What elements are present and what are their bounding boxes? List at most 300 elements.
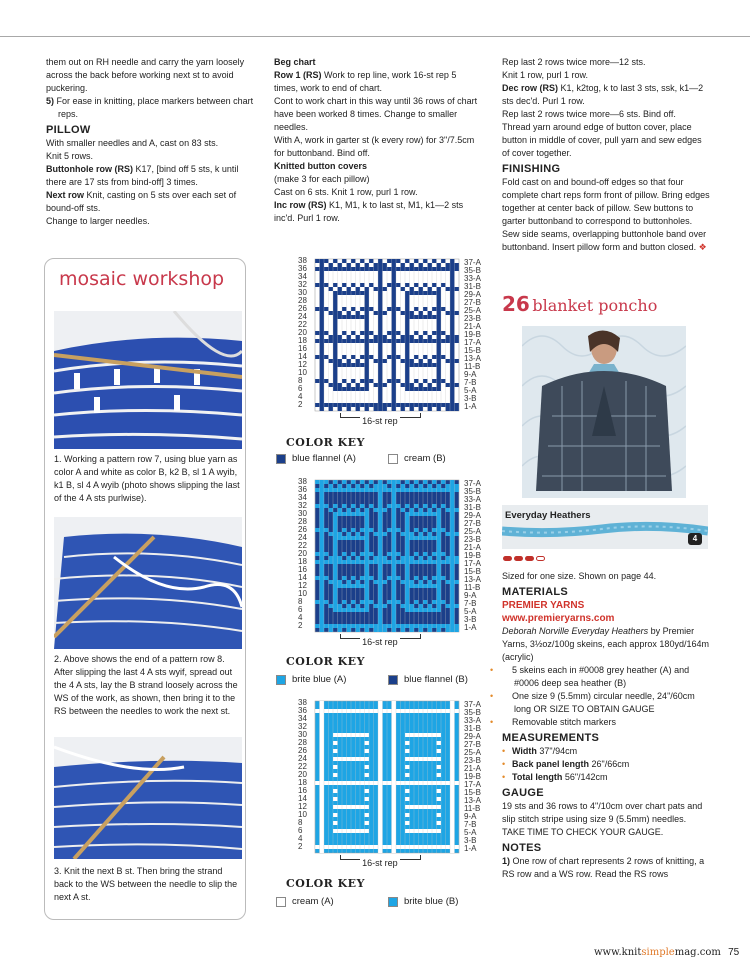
chart-cell	[446, 407, 451, 411]
chart-cell	[432, 624, 437, 628]
chart-cell	[401, 624, 406, 628]
chart-cell	[378, 604, 383, 608]
chart-cell	[450, 395, 455, 399]
chart-cell	[320, 825, 325, 829]
chart-cell	[450, 801, 455, 805]
chart-cell	[405, 335, 410, 339]
chart-cell	[450, 592, 455, 596]
chart-cell	[401, 267, 406, 271]
chart-cell	[365, 315, 370, 319]
chart-cell	[450, 399, 455, 403]
chart-row-label-right: 31-B	[464, 282, 481, 291]
chart-row-label-right: 33-A	[464, 495, 481, 504]
chart-cell	[315, 781, 320, 785]
chart-cell	[450, 793, 455, 797]
chart-cell	[378, 500, 383, 504]
chart-cell	[392, 520, 397, 524]
chart-cell	[342, 552, 347, 556]
chart-cell	[437, 291, 442, 295]
chart-cell	[365, 295, 370, 299]
chart-cell	[392, 608, 397, 612]
chart-cell	[405, 556, 410, 560]
chart-cell	[320, 375, 325, 379]
chart-cell	[347, 407, 352, 411]
chart-cell	[378, 797, 383, 801]
chart-cell	[392, 371, 397, 375]
chart-cell	[378, 295, 383, 299]
chart-cell	[450, 391, 455, 395]
chart-cell	[347, 508, 352, 512]
measurement	[502, 771, 710, 784]
chart-cell	[360, 480, 365, 484]
chart-cell	[450, 331, 455, 335]
chart-cell	[378, 572, 383, 576]
materials-bullet	[490, 716, 710, 729]
chart-row-label-left: 38	[298, 256, 307, 265]
chart-cell	[378, 287, 383, 291]
paragraph: Change to larger needles.	[46, 216, 150, 226]
chart-cell	[392, 745, 397, 749]
chart-cell	[419, 267, 424, 271]
chart-cell	[410, 291, 415, 295]
chart-cell	[365, 355, 370, 359]
chart-cell	[446, 263, 451, 267]
chart-cell	[428, 508, 433, 512]
chart-cell	[428, 512, 433, 516]
chart-cell	[432, 584, 437, 588]
chart-cell	[392, 705, 397, 709]
chart-row-label-right: 17-A	[464, 559, 481, 568]
chart-cell	[347, 488, 352, 492]
chart-cell	[401, 488, 406, 492]
chart-cell	[437, 387, 442, 391]
chart-cell	[329, 556, 334, 560]
chart-cell	[365, 363, 370, 367]
chart-cell	[437, 347, 442, 351]
chart-cell	[401, 580, 406, 584]
chart-cell	[414, 379, 419, 383]
row-label: Inc row (RS)	[274, 200, 327, 210]
chart-row-label-right: 27-B	[464, 740, 481, 749]
chart-cell	[405, 584, 410, 588]
chart-cell	[333, 580, 338, 584]
chart-cell	[320, 572, 325, 576]
chart-cell	[450, 572, 455, 576]
chart-cell	[365, 267, 370, 271]
chart-cell	[392, 331, 397, 335]
chart-cell	[405, 781, 410, 785]
chart-cell	[333, 572, 338, 576]
chart-cell	[414, 829, 419, 833]
chart-cell	[329, 845, 334, 849]
chart-cell	[365, 572, 370, 576]
color-key-label: cream (A)	[292, 896, 334, 907]
chart-cell	[360, 488, 365, 492]
chart-cell	[428, 781, 433, 785]
chart-cell	[374, 267, 379, 271]
row-label: Row 1 (RS)	[274, 70, 322, 80]
chart-cell	[329, 335, 334, 339]
chart-cell	[329, 580, 334, 584]
chart-cell	[360, 552, 365, 556]
chart-cell	[387, 259, 392, 263]
chart-cell	[441, 331, 446, 335]
chart-row-label-right: 35-B	[464, 487, 481, 496]
chart-cell	[405, 749, 410, 753]
chart-cell	[356, 532, 361, 536]
chart-cell	[419, 628, 424, 632]
chart-cell	[450, 777, 455, 781]
chart-cell	[320, 363, 325, 367]
chart-cell	[405, 355, 410, 359]
chart-cell	[410, 407, 415, 411]
chart-cell	[419, 335, 424, 339]
chart-cell	[446, 628, 451, 632]
chart-cell	[437, 773, 442, 777]
chart-cell	[347, 628, 352, 632]
chart-cell	[347, 781, 352, 785]
rep-label: 16-st rep	[362, 858, 398, 868]
chart-cell	[369, 624, 374, 628]
chart-cell	[383, 335, 388, 339]
chart-cell	[392, 351, 397, 355]
chart-cell	[320, 829, 325, 833]
chart-cell	[392, 387, 397, 391]
beg-chart-heading: Beg chart	[274, 57, 316, 67]
chart-cell	[437, 267, 442, 271]
chart-cell	[455, 335, 460, 339]
chart-cell	[405, 596, 410, 600]
chart-cell	[383, 624, 388, 628]
chart-row-label-right: 3-B	[464, 394, 477, 403]
chart-row-label-right: 5-A	[464, 607, 477, 616]
chart-row-label-left: 10	[298, 368, 307, 377]
chart-cell	[450, 496, 455, 500]
chart-cell	[333, 403, 338, 407]
chart-cell	[320, 311, 325, 315]
chart-cell	[320, 749, 325, 753]
chart-row-label-right: 9-A	[464, 812, 477, 821]
chart-cell	[333, 568, 338, 572]
chart-row-label-left: 20	[298, 328, 307, 337]
column-1	[46, 56, 254, 228]
chart-cell	[338, 733, 343, 737]
chart-cell	[333, 797, 338, 801]
chart-cell	[365, 488, 370, 492]
chart-cell	[396, 600, 401, 604]
chart-cell	[387, 552, 392, 556]
chart-cell	[419, 709, 424, 713]
chart-cell	[342, 403, 347, 407]
chart-cell	[414, 584, 419, 588]
chart-cell	[392, 512, 397, 516]
chart-cell	[428, 383, 433, 387]
chart-cell	[374, 263, 379, 267]
chart-cell	[414, 600, 419, 604]
chart-cell	[324, 504, 329, 508]
chart-cell	[392, 259, 397, 263]
chart-cell	[333, 331, 338, 335]
chart-cell	[342, 480, 347, 484]
chart-cell	[423, 733, 428, 737]
chart-cell	[320, 347, 325, 351]
chart-cell	[333, 383, 338, 387]
chart-cell	[383, 580, 388, 584]
chart-cell	[378, 713, 383, 717]
chart-cell	[378, 564, 383, 568]
chart-cell	[450, 564, 455, 568]
chart-cell	[333, 379, 338, 383]
row-text: K1, k2tog, k to last 3 sts, ssk, k1—2 sts dec'd. Purl 1 row.	[502, 83, 704, 106]
chart-cell	[378, 279, 383, 283]
chart-cell	[320, 592, 325, 596]
chart-cell	[351, 709, 356, 713]
chart-cell	[392, 628, 397, 632]
chart-cell	[419, 757, 424, 761]
chart-cell	[365, 524, 370, 528]
chart-cell	[338, 604, 343, 608]
chart-cell	[437, 564, 442, 568]
measurement-value: 56"/142cm	[562, 772, 608, 782]
chart-row-label-left: 12	[298, 581, 307, 590]
chart-cell	[396, 624, 401, 628]
chart-cell	[432, 315, 437, 319]
chart-cell	[324, 528, 329, 532]
chart-cell	[437, 488, 442, 492]
chart-cell	[414, 733, 419, 737]
paragraph: Rep last 2 rows twice more—12 sts.	[502, 57, 646, 67]
skill-dot-empty-icon	[536, 556, 545, 561]
chart-cell	[392, 765, 397, 769]
chart-cell	[365, 387, 370, 391]
chart-cell	[432, 283, 437, 287]
chart-cell	[437, 323, 442, 327]
chart-cell	[360, 339, 365, 343]
chart-cell	[446, 580, 451, 584]
row-text: Work to rep line, work 16-st rep 5 times, work to end of chart.	[274, 70, 457, 93]
chart-cell	[320, 709, 325, 713]
chart-cell	[450, 512, 455, 516]
chart-row-label-right: 21-A	[464, 543, 481, 552]
chart-cell	[320, 315, 325, 319]
chart-cell	[423, 552, 428, 556]
bullet-icon: •	[490, 691, 494, 701]
chart-cell	[405, 757, 410, 761]
chart-cell	[360, 331, 365, 335]
chart-cell	[450, 833, 455, 837]
chart-cell	[419, 624, 424, 628]
chart-cell	[378, 492, 383, 496]
chart-cell	[450, 805, 455, 809]
chart-cell	[405, 351, 410, 355]
chart-cell	[419, 363, 424, 367]
chart-cell	[419, 608, 424, 612]
chart-cell	[342, 805, 347, 809]
chart-cell	[455, 267, 460, 271]
chart-cell	[320, 600, 325, 604]
chart-cell	[320, 267, 325, 271]
chart-cell	[446, 383, 451, 387]
bullet-icon: •	[490, 717, 494, 727]
chart-cell	[365, 821, 370, 825]
chart-cell	[410, 287, 415, 291]
chart-cell	[405, 504, 410, 508]
chart-cell	[405, 343, 410, 347]
chart-cell	[378, 516, 383, 520]
chart-row-label-right: 25-A	[464, 748, 481, 757]
chart-row-label-right: 35-B	[464, 266, 481, 275]
chart-cell	[383, 488, 388, 492]
chart-cell	[320, 604, 325, 608]
chart-cell	[369, 600, 374, 604]
chart-cell	[365, 536, 370, 540]
chart-cell	[320, 568, 325, 572]
chart-cell	[392, 275, 397, 279]
chart-cell	[324, 845, 329, 849]
chart-cell	[315, 307, 320, 311]
chart-cell	[410, 532, 415, 536]
chart-cell	[351, 560, 356, 564]
yarn-description	[502, 625, 710, 664]
chart-cell	[378, 299, 383, 303]
chart-cell	[437, 335, 442, 339]
chart-cell	[320, 355, 325, 359]
color-key-title: COLOR KEY	[286, 436, 365, 449]
chart-row-label-left: 10	[298, 589, 307, 598]
chart-row-label-left: 34	[298, 714, 307, 723]
chart-cell	[392, 303, 397, 307]
skill-dot-icon	[514, 556, 523, 561]
site-part: mag.com	[674, 947, 721, 958]
chart-cell	[450, 347, 455, 351]
chart-cell	[383, 604, 388, 608]
chart-cell	[365, 757, 370, 761]
chart-cell	[392, 291, 397, 295]
chart-cell	[329, 359, 334, 363]
chart-cell	[450, 492, 455, 496]
chart-cell	[437, 407, 442, 411]
chart-cell	[396, 552, 401, 556]
chart-cell	[378, 347, 383, 351]
chart-cell	[405, 311, 410, 315]
chart-cell	[405, 564, 410, 568]
chart-cell	[455, 488, 460, 492]
chart-cell	[365, 813, 370, 817]
chart-cell	[401, 407, 406, 411]
chart-cell	[392, 584, 397, 588]
chart-cell	[450, 837, 455, 841]
measurement	[502, 758, 710, 771]
chart-cell	[360, 307, 365, 311]
chart-cell	[437, 295, 442, 299]
chart-cell	[423, 355, 428, 359]
chart-cell	[437, 540, 442, 544]
finishing-heading: FINISHING	[502, 163, 561, 175]
rep-label: 16-st rep	[362, 637, 398, 647]
chart-cell	[392, 379, 397, 383]
footer	[594, 946, 739, 959]
chart-cell	[378, 560, 383, 564]
chart-cell	[428, 733, 433, 737]
chart-cell	[405, 813, 410, 817]
chart-cell	[360, 805, 365, 809]
chart-cell	[378, 725, 383, 729]
chart-cell	[383, 628, 388, 632]
chart-cell	[450, 359, 455, 363]
chart-cell	[455, 263, 460, 267]
chart-cell	[333, 560, 338, 564]
chart-cell	[410, 508, 415, 512]
chart-cell	[369, 560, 374, 564]
workshop-photo-1	[54, 311, 242, 449]
chart-cell	[383, 287, 388, 291]
chart-cell	[378, 323, 383, 327]
chart-cell	[365, 520, 370, 524]
chart-cell	[351, 488, 356, 492]
chart-cell	[437, 343, 442, 347]
chart-cell	[432, 331, 437, 335]
chart-cell	[333, 829, 338, 833]
chart-cell	[437, 311, 442, 315]
chart-cell	[378, 745, 383, 749]
chart-cell	[414, 339, 419, 343]
chart-cell	[414, 512, 419, 516]
chart-cell	[392, 283, 397, 287]
chart-cell	[320, 805, 325, 809]
chart-row-label-left: 22	[298, 541, 307, 550]
chart-cell	[392, 528, 397, 532]
chart-cell	[392, 500, 397, 504]
chart-cell	[423, 560, 428, 564]
chart-cell	[365, 335, 370, 339]
chart-cell	[410, 488, 415, 492]
chart-cell	[365, 347, 370, 351]
chart-cell	[392, 263, 397, 267]
chart-cell	[423, 339, 428, 343]
brand-url[interactable]: www.premieryarns.com	[502, 613, 615, 624]
chart-cell	[347, 363, 352, 367]
chart-cell	[450, 267, 455, 271]
chart-cell	[432, 757, 437, 761]
chart-cell	[437, 749, 442, 753]
chart-cell	[437, 805, 442, 809]
chart-cell	[333, 524, 338, 528]
chart-cell	[333, 307, 338, 311]
chart-cell	[333, 355, 338, 359]
chart-cell	[387, 560, 392, 564]
chart-cell	[392, 307, 397, 311]
chart-cell	[324, 480, 329, 484]
chart-cell	[315, 560, 320, 564]
chart-cell	[405, 363, 410, 367]
chart-row-label-right: 17-A	[464, 338, 481, 347]
chart-cell	[392, 391, 397, 395]
chart-cell	[414, 307, 419, 311]
chart-cell	[365, 291, 370, 295]
chart-row-label-right: 19-B	[464, 551, 481, 560]
chart-cell	[437, 528, 442, 532]
chart-cell	[405, 488, 410, 492]
chart-cell	[392, 841, 397, 845]
chart-cell	[437, 516, 442, 520]
chart-cell	[360, 291, 365, 295]
chart-cell	[446, 403, 451, 407]
chart-row-label-left: 4	[298, 834, 303, 843]
chart-cell	[428, 556, 433, 560]
chart-cell	[333, 299, 338, 303]
gauge-heading: GAUGE	[502, 787, 544, 799]
chart-row-label-right: 25-A	[464, 306, 481, 315]
